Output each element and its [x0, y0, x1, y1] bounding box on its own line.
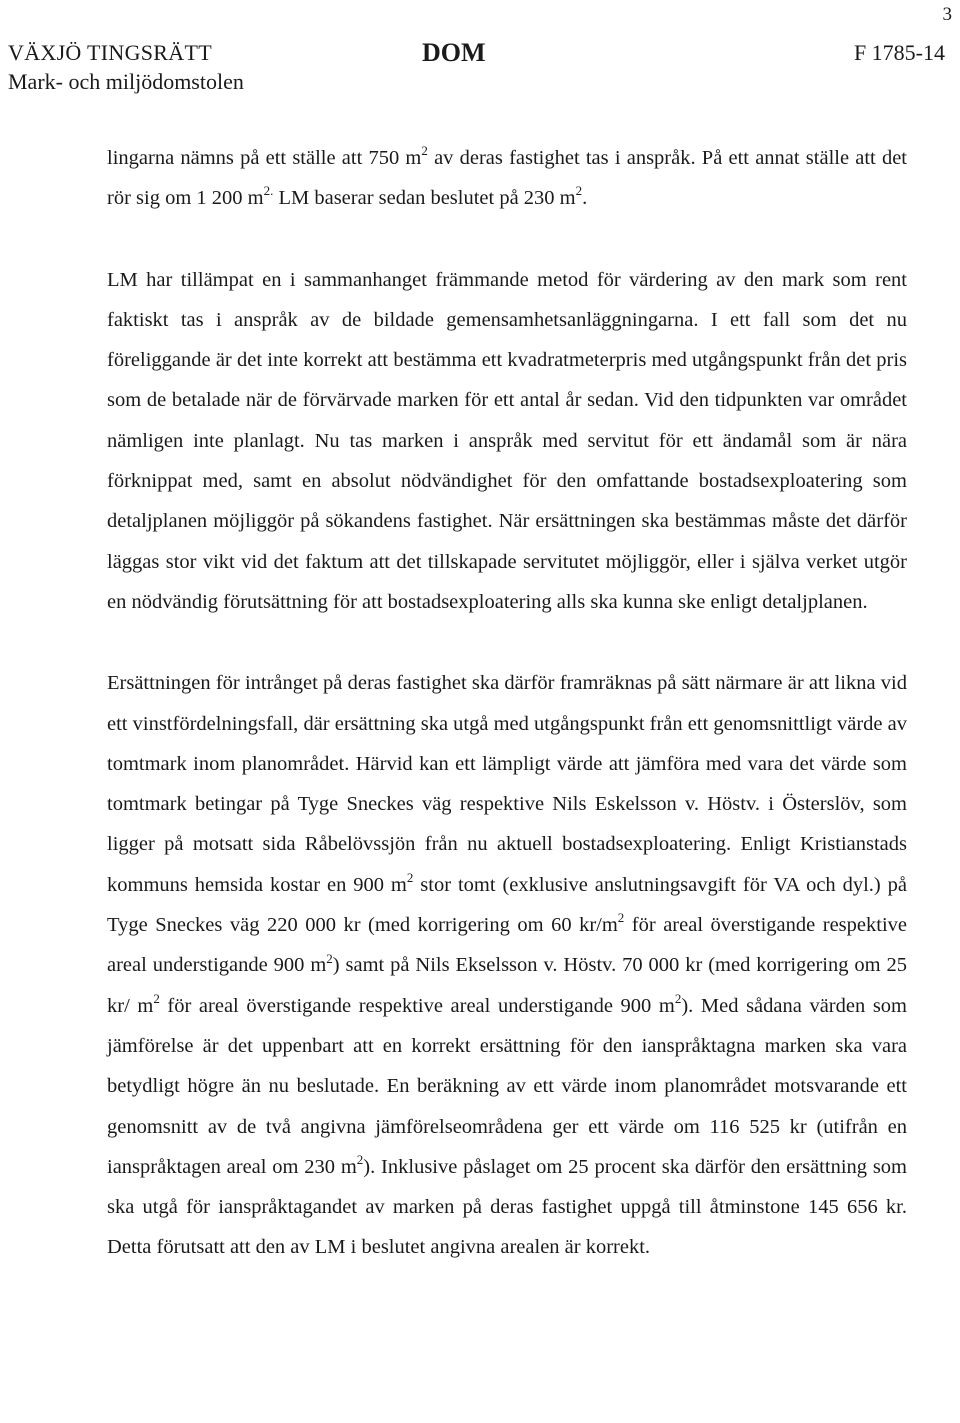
- p3-text-e: för areal överstigande respektive areal understigande 900 m: [159, 994, 675, 1017]
- p3-text-d: ) samt på Nils Ekselsson v. Höstv. 70 000 kr (med korrigering om 25 kr/ m: [107, 954, 907, 1017]
- p3-superscript-1: 2: [406, 869, 414, 885]
- document-type: DOM: [422, 38, 486, 67]
- court-name: VÄXJÖ TINGSRÄTT: [8, 40, 212, 65]
- paragraph-spacer: [107, 622, 907, 663]
- p3-text-f: ). Med sådana värden som jämförelse är det uppenbart att en korrekt ersättning för den ianspråktagna marken ska vara betydligt högre än nu beslutade. En beräkning av ett värde inom planområdet motsvarande ett genomsnitt av de två angivna jämförelseområdena ger ett värde om 116 525 kr (utifrån en ianspråktagen areal om 230 m: [107, 994, 907, 1178]
- p3-text-g: ). Inklusive påslaget om 25 procent ska därför den ersättning som ska utgå för ianspråktagandet av marken på deras fastighet uppgå till åtminstone 145 656 kr. Detta förutsatt att den av LM i beslutet angivna arealen är korrekt.: [107, 1155, 907, 1259]
- p3-text-a: Ersättningen för intrånget på deras fastighet ska därför framräknas på sätt närmare är att likna vid ett vinstfördelningsfall, där ersättning ska utgå med utgångspunkt från ett genomsnittligt värde av tomtmark inom planområdet. Härvid kan ett lämpligt värde att jämföra med vara det värde som tomtmark betingar på Tyge Sneckes väg respektive Nils Eskelsson v. Höstv. i Österslöv, som ligger på motsatt sida Råbelövssjön från nu aktuell bostadsexploatering. Enligt Kristianstads kommuns hemsida kostar en 900 m: [107, 672, 907, 896]
- p1-text-e: .: [582, 187, 588, 210]
- document-header: [8, 40, 945, 100]
- p1-text-d: LM baserar sedan beslutet på 230 m: [273, 187, 576, 210]
- p3-text-b: stor tomt (exklusive anslutningsavgift för VA och dyl.) på Tyge Sneckes väg 220 000 kr (med korrigering om 60 kr/m: [107, 873, 907, 937]
- p1-text-c: ställe att det rör sig om 1 200 m: [107, 147, 907, 210]
- paragraph-1: [107, 138, 907, 219]
- paragraph-2: LM har tillämpat en i sammanhanget främmande metod för värdering av den mark som rent faktiskt tas i anspråk av de bildade gemensamhetsanläggningarna. I ett fall som det nu föreliggande är det inte korrekt att bestämma ett kvadratmeterpris med utgångspunkt från det pris som de betalade när de förvärvade marken för ett antal år sedan. Vid den tidpunkten var området nämligen inte planlagt. Nu tas marken i anspråk med servitut för ett ändamål som är nära förknippat med, samt en absolut nödvändighet för den omfattande bostadsexploatering som detaljplanen möjliggör på sökandens fastighet. När ersättningen ska bestämmas måste det därför läggas stor vikt vid det faktum att det tillskapade servitutet möjliggör, eller i själva verket utgör en nödvändig förutsättning för att bostadsexploatering alls ska kunna ske enligt detaljplanen.: [107, 268, 907, 613]
- document-body: [107, 138, 907, 1268]
- p1-superscript-3: 2: [575, 183, 583, 199]
- court-department: Mark- och miljödomstolen: [8, 69, 244, 94]
- p3-superscript-6: 2: [356, 1152, 364, 1167]
- p3-superscript-3: 2: [326, 950, 333, 966]
- p1-superscript-1: 2: [421, 143, 428, 159]
- page-number: 3: [942, 4, 952, 25]
- case-number: F 1785-14: [853, 40, 945, 65]
- p3-superscript-4: 2: [153, 990, 160, 1006]
- p3-superscript-5: 2: [674, 990, 682, 1006]
- p3-text-c: för areal överstigande respektive areal understigande 900 m: [107, 914, 907, 977]
- p1-superscript-2: 2.: [263, 183, 274, 199]
- p3-superscript-2: 2: [617, 910, 625, 926]
- paragraph-3: [107, 663, 907, 1267]
- p1-text-b: av deras fastighet tas i anspråk. På ett annat: [427, 147, 800, 169]
- paragraph-spacer: [107, 219, 907, 260]
- p1-text-a: lingarna nämns på ett ställe att 750 m: [107, 147, 422, 169]
